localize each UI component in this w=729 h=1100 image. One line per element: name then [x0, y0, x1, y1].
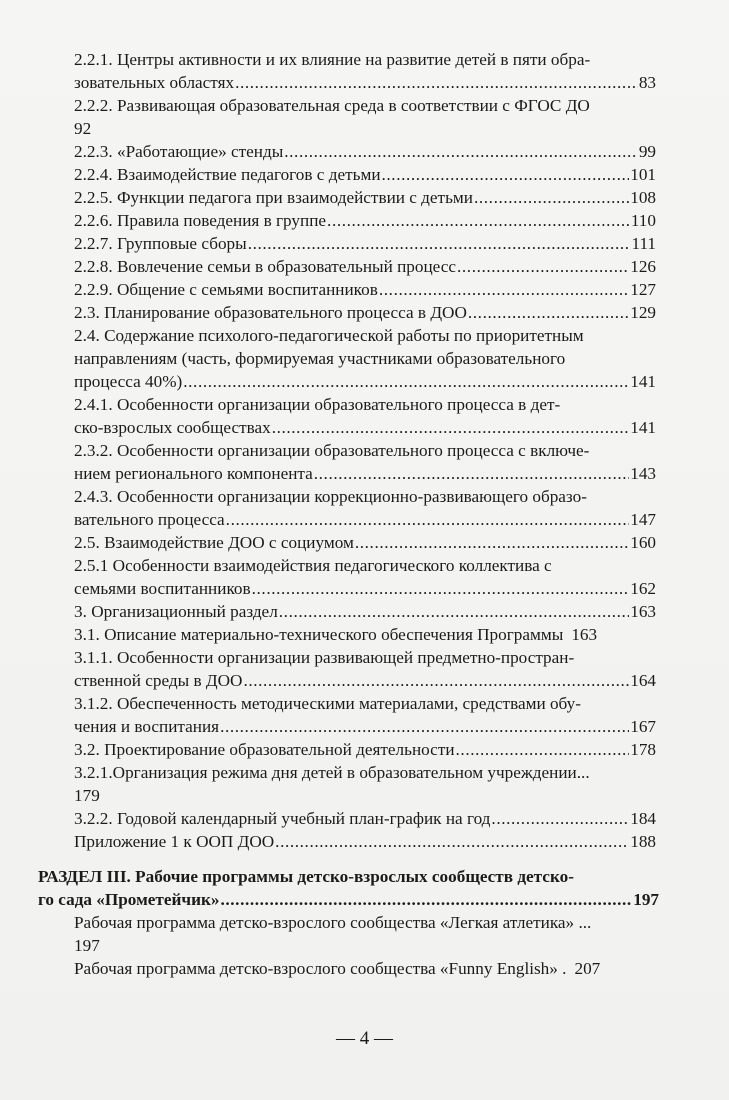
section-title-line — [0, 865, 729, 888]
toc-entry-title: 2.5.1 Особенности взаимодействия педагогического коллектива с — [74, 556, 552, 575]
toc-page-number: 184 — [630, 809, 656, 828]
toc-entry[interactable] — [0, 531, 729, 554]
toc-entry-title: вательного процесса — [74, 510, 225, 529]
toc-entry-title: направлениям (часть, формируемая участниками образовательного — [74, 349, 566, 368]
dot-leader — [284, 140, 638, 163]
toc-line — [0, 934, 729, 957]
toc-entry-title: процесса 40%) — [74, 372, 183, 391]
toc-line — [0, 738, 729, 761]
toc-line — [0, 416, 729, 439]
toc-entry[interactable] — [0, 692, 729, 738]
toc-line — [0, 393, 729, 416]
toc-line — [0, 163, 729, 186]
toc-entry-title: 3.2. Проектирование образовательной деятельности — [74, 740, 455, 759]
toc-entry[interactable] — [0, 301, 729, 324]
toc-entry[interactable] — [0, 600, 729, 623]
section-title-line — [0, 888, 729, 911]
toc-entry[interactable] — [0, 911, 729, 957]
toc-page-number: 167 — [630, 717, 656, 736]
dot-leader — [226, 508, 630, 531]
dot-leader — [235, 71, 638, 94]
toc-entry-title: 2.3.2. Особенности организации образовательного процесса с включе- — [74, 441, 590, 460]
toc-entry[interactable] — [0, 324, 729, 393]
toc-entry-title: 2.4.1. Особенности организации образовательного процесса в дет- — [74, 395, 561, 414]
toc-entry-title: 3.1.1. Особенности организации развивающей предметно-простран- — [74, 648, 575, 667]
toc-entry[interactable] — [0, 830, 729, 853]
dot-leader — [491, 807, 629, 830]
toc-line — [0, 784, 729, 807]
toc-entry[interactable] — [0, 554, 729, 600]
toc-page-number: 163 — [571, 625, 598, 644]
toc-page-number: 101 — [630, 165, 656, 184]
toc-entry[interactable] — [0, 163, 729, 186]
toc-entry-title: 2.2.5. Функции педагога при взаимодействии с детьми — [74, 188, 473, 207]
toc-entry-title: 3.2.2. Годовой календарный учебный план-график на год — [74, 809, 491, 828]
toc-line — [0, 71, 729, 94]
toc-line — [0, 531, 729, 554]
toc-entry-title: 2.2.3. «Работающие» стенды — [74, 142, 284, 161]
toc-entry-title: 2.3. Планирование образовательного процесса в ДОО — [74, 303, 467, 322]
toc-line — [0, 347, 729, 370]
toc-entry-title: 2.2.7. Групповые сборы — [74, 234, 247, 253]
dot-leader — [243, 669, 629, 692]
toc-entry-title: 2.5. Взаимодействие ДОО с социумом — [74, 533, 354, 552]
toc-line — [0, 692, 729, 715]
dot-leader — [252, 577, 630, 600]
toc-entry[interactable] — [0, 623, 729, 646]
toc-entry-title: семьями воспитанников — [74, 579, 251, 598]
toc-entry-title: 197 — [74, 936, 100, 955]
toc-page-number: 110 — [630, 211, 656, 230]
toc-line — [0, 186, 729, 209]
toc-line — [0, 554, 729, 577]
toc-entry[interactable] — [0, 761, 729, 807]
toc-page-number: 162 — [630, 579, 656, 598]
toc-line — [0, 232, 729, 255]
toc-entry-title: 3.1.2. Обеспеченность методическими материалами, средствами обу- — [74, 694, 581, 713]
toc-page-number: 197 — [633, 890, 659, 909]
toc-entry-title: нием регионального компонента — [74, 464, 313, 483]
dot-leader — [183, 370, 629, 393]
dot-leader — [468, 301, 629, 324]
toc-entry-title: 2.2.9. Общение с семьями воспитанников — [74, 280, 378, 299]
toc-entry[interactable] — [0, 957, 729, 980]
toc-entry[interactable] — [0, 439, 729, 485]
section-gap — [0, 853, 729, 865]
toc-line — [0, 324, 729, 347]
toc-line — [0, 623, 729, 646]
toc-page-number: 129 — [630, 303, 656, 322]
toc-entry[interactable] — [0, 807, 729, 830]
toc-line — [0, 577, 729, 600]
toc-page-number: 147 — [630, 510, 656, 529]
toc-page-number: 178 — [630, 740, 656, 759]
toc-line — [0, 255, 729, 278]
toc-line — [0, 48, 729, 71]
toc-entry-title: 2.4.3. Особенности организации коррекционно-развивающего образо- — [74, 487, 587, 506]
dot-leader — [272, 416, 630, 439]
toc-entry-title: 2.2.6. Правила поведения в группе — [74, 211, 327, 230]
toc-line — [0, 830, 729, 853]
toc-entry[interactable] — [0, 485, 729, 531]
toc-entry[interactable] — [0, 278, 729, 301]
dot-leader — [248, 232, 631, 255]
toc-page-number: 83 — [638, 73, 656, 92]
dot-leader — [474, 186, 629, 209]
toc-line — [0, 911, 729, 934]
toc-line — [0, 807, 729, 830]
toc-page-number: 163 — [630, 602, 656, 621]
toc-line — [0, 278, 729, 301]
toc-entry-title: 2.2.1. Центры активности и их влияние на развитие детей в пяти обра- — [74, 50, 591, 69]
toc-entry-title: 2.2.2. Развивающая образовательная среда в соответствии с ФГОС ДО — [74, 96, 590, 115]
toc-line — [0, 439, 729, 462]
toc-entry-title: Рабочая программа детско-взрослого сообщества «Легкая атлетика» ... — [74, 913, 592, 932]
toc-entry-title: чения и воспитания — [74, 717, 220, 736]
toc-page-number: 207 — [574, 959, 601, 978]
toc-line — [0, 370, 729, 393]
toc-entry-title: 92 — [74, 119, 92, 138]
toc-entry-title: 2.4. Содержание психолого-педагогической работы по приоритетным — [74, 326, 584, 345]
toc-line — [0, 669, 729, 692]
toc-line — [0, 209, 729, 232]
toc-line — [0, 508, 729, 531]
toc-entry-title: 3. Организационный раздел — [74, 602, 278, 621]
toc-page-number: 141 — [630, 372, 656, 391]
toc-page-number: 111 — [631, 234, 656, 253]
toc-line — [0, 761, 729, 784]
toc-page-number: 164 — [630, 671, 656, 690]
dot-leader — [275, 830, 629, 853]
toc-entry[interactable] — [0, 94, 729, 140]
toc-page-number: 188 — [630, 832, 656, 851]
toc-page-number: 126 — [630, 257, 656, 276]
toc-entry-title: 3.1. Описание материально-технического обеспечения Программы — [74, 625, 564, 644]
toc-entry-title: зовательных областях — [74, 73, 235, 92]
toc-page-number: 143 — [630, 464, 656, 483]
dot-leader — [456, 738, 630, 761]
toc-entry[interactable] — [0, 393, 729, 439]
page-number: — 4 — — [336, 1028, 393, 1049]
toc-entry-title: 3.2.1.Организация режима дня детей в образовательном учреждении... — [74, 763, 590, 782]
toc-page-number: 127 — [630, 280, 656, 299]
toc-entry[interactable] — [0, 646, 729, 692]
toc-line — [0, 301, 729, 324]
toc-line — [0, 140, 729, 163]
dot-leader — [382, 163, 630, 186]
toc-entry-title: Приложение 1 к ООП ДОО — [74, 832, 275, 851]
toc-page-number: 160 — [630, 533, 656, 552]
toc-entry[interactable] — [0, 186, 729, 209]
toc-line — [0, 600, 729, 623]
toc-page-number: 141 — [630, 418, 656, 437]
toc-entry[interactable] — [0, 48, 729, 94]
toc-entry-title: Рабочая программа детско-взрослого сообщества «Funny English» . — [74, 959, 567, 978]
toc-entry-title: 2.2.4. Взаимодействие педагогов с детьми — [74, 165, 381, 184]
dot-leader — [457, 255, 629, 278]
table-of-contents — [0, 48, 729, 980]
toc-entry-title: ско-взрослых сообществах — [74, 418, 271, 437]
toc-entry-title: 179 — [74, 786, 100, 805]
toc-line — [0, 646, 729, 669]
dot-leader — [220, 715, 629, 738]
toc-entry[interactable] — [0, 232, 729, 255]
toc-line — [0, 117, 729, 140]
dot-leader — [327, 209, 630, 232]
toc-entry[interactable] — [0, 140, 729, 163]
dot-leader — [220, 888, 632, 911]
toc-entry[interactable] — [0, 209, 729, 232]
toc-page-number: 108 — [630, 188, 656, 207]
dot-leader — [314, 462, 629, 485]
toc-line — [0, 94, 729, 117]
toc-entry-title: го сада «Прометейчик» — [38, 890, 220, 909]
toc-entry-title: 2.2.8. Вовлечение семьи в образовательный процесс — [74, 257, 456, 276]
toc-entry-title: ственной среды в ДОО — [74, 671, 243, 690]
dot-leader — [279, 600, 629, 623]
toc-entry-title: РАЗДЕЛ III. Рабочие программы детско-взрослых сообществ детско- — [38, 867, 574, 886]
toc-page-number: 99 — [638, 142, 656, 161]
toc-entry[interactable] — [0, 738, 729, 761]
toc-line — [0, 485, 729, 508]
toc-line — [0, 957, 729, 980]
toc-entry[interactable] — [0, 255, 729, 278]
toc-line — [0, 462, 729, 485]
toc-line — [0, 715, 729, 738]
dot-leader — [379, 278, 629, 301]
dot-leader — [355, 531, 629, 554]
toc-section-heading[interactable] — [0, 865, 729, 911]
